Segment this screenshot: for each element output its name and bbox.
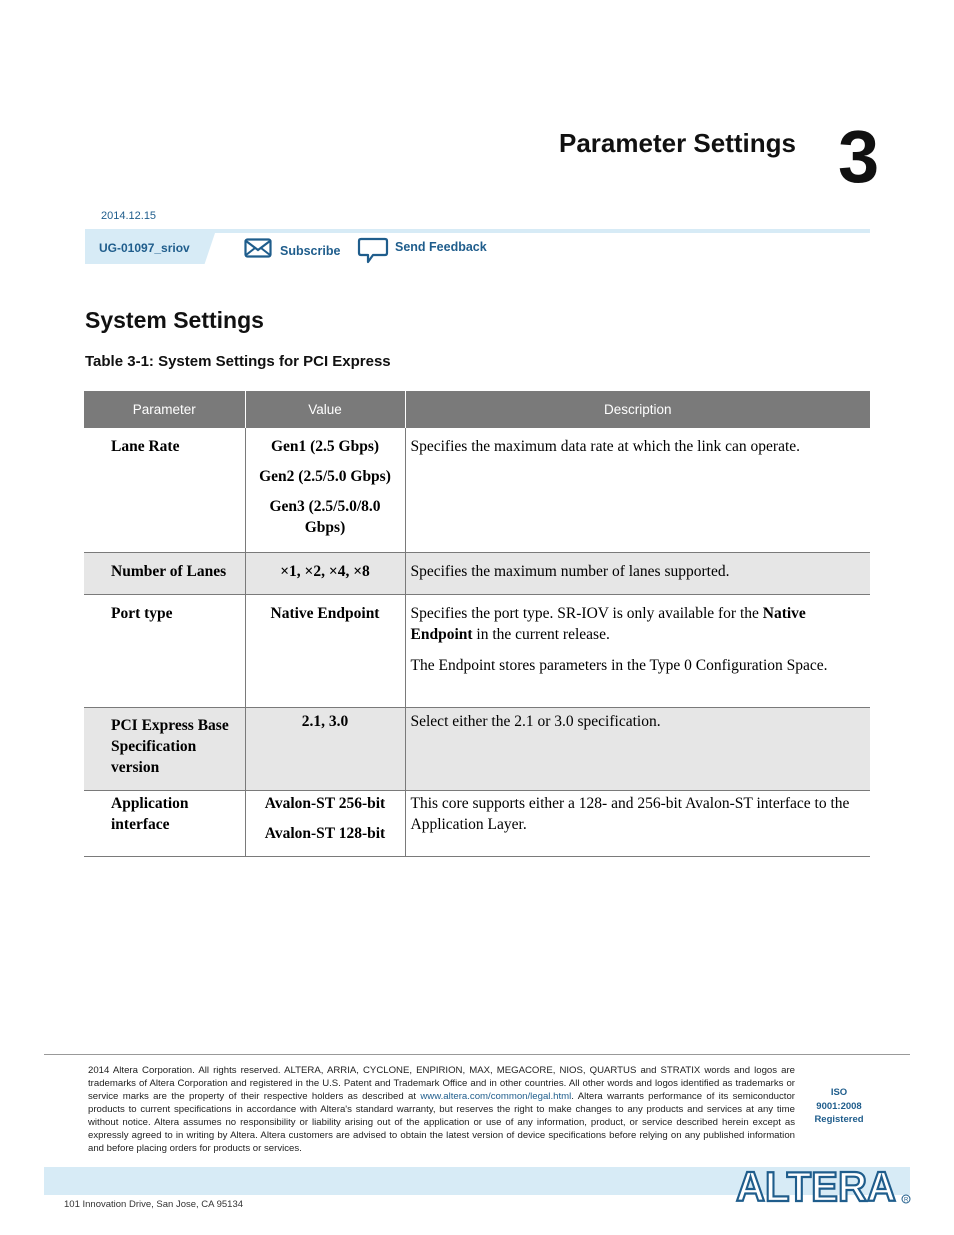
chapter-number: 3 bbox=[838, 115, 880, 198]
value-option: Avalon-ST 128-bit bbox=[264, 824, 386, 842]
legal-text: . Altera warrants performance of its semiconductor products to current specifications in accordance with Altera's standard warranty, but reserves the right to make changes to any products and services at any time without notice. Altera assumes no responsibility or liability arising out of the application or use of any information, product, or service described herein except as expressly agreed to in writing by Altera. Altera customers are advised to obtain the latest version of device specifications before relying on any published information and before placing orders for products or services. bbox=[88, 1091, 795, 1154]
chapter-title: Parameter Settings bbox=[559, 128, 796, 158]
value-cell bbox=[245, 594, 405, 707]
svg-text:R: R bbox=[904, 1197, 909, 1204]
table-header-row bbox=[84, 391, 870, 428]
iso-line: Registered bbox=[814, 1114, 864, 1125]
value-cell bbox=[245, 707, 405, 790]
value-option: 2.1, 3.0 bbox=[301, 712, 349, 730]
description-text bbox=[411, 603, 861, 645]
table-row bbox=[84, 552, 870, 594]
header-value: Value bbox=[245, 391, 405, 428]
description-cell bbox=[405, 552, 870, 594]
description-text: Specifies the maximum number of lanes supported. bbox=[410, 562, 730, 580]
description-cell bbox=[405, 707, 870, 790]
logo-wordmark: ALTERA bbox=[736, 1163, 896, 1206]
description-emphasis: Native Endpoint bbox=[410, 604, 806, 643]
value-option: Gen3 (2.5/5.0/8.0 Gbps) bbox=[269, 498, 381, 536]
table-row bbox=[84, 707, 870, 790]
legal-text: 2014 Altera Corporation. All rights reserved. ALTERA, ARRIA, CYCLONE, ENPIRION, MAX, MEGACORE, NIOS, QUARTUS and STRATIX words and logos are trademarks of Altera Corporation and registered in the U.S. Patent and Trademark Office and in other countries. All other words and logos identified as trademarks or service marks are the property of their respective holders as described at bbox=[88, 1065, 795, 1102]
iso-line: ISO bbox=[830, 1087, 848, 1098]
section-title: System Settings bbox=[85, 307, 264, 333]
header-description: Description bbox=[405, 391, 870, 428]
value-option: Gen2 (2.5/5.0 Gbps) bbox=[259, 468, 391, 485]
subscribe-link[interactable]: Subscribe bbox=[280, 244, 341, 258]
header-parameter: Parameter bbox=[84, 391, 245, 428]
description-text: The Endpoint stores parameters in the Type 0 Configuration Space. bbox=[410, 656, 828, 674]
document-info-bar bbox=[85, 229, 870, 264]
iso-line: 9001:2008 bbox=[816, 1100, 862, 1112]
value-cell bbox=[245, 428, 405, 552]
legal-notice bbox=[88, 1064, 795, 1155]
value-cell bbox=[245, 552, 405, 594]
table-row bbox=[84, 428, 870, 552]
description-text: This core supports either a 128- and 256-bit Avalon-ST interface to the Application Layer. bbox=[410, 794, 850, 833]
envelope-icon[interactable] bbox=[244, 238, 272, 263]
footer-divider bbox=[44, 1054, 910, 1055]
table-caption: Table 3-1: System Settings for PCI Express bbox=[85, 353, 391, 370]
document-id: UG-01097_sriov bbox=[99, 241, 190, 255]
altera-logo bbox=[734, 1162, 914, 1211]
description-cell bbox=[405, 790, 870, 856]
iso-badge bbox=[806, 1086, 872, 1127]
document-date: 2014.12.15 bbox=[101, 210, 157, 222]
description-prefix: Specifies the port type. SR-IOV is only available for the bbox=[410, 604, 763, 622]
description-cell bbox=[405, 428, 870, 552]
value-option: Avalon-ST 256-bit bbox=[264, 794, 386, 812]
value-option: ×1, ×2, ×4, ×8 bbox=[280, 562, 370, 580]
description-text: Specifies the maximum data rate at which the link can operate. bbox=[410, 438, 801, 455]
parameter-cell: PCI Express Base Specification version bbox=[84, 707, 245, 790]
parameter-cell: Port type bbox=[84, 594, 245, 707]
parameter-cell: Lane Rate bbox=[84, 428, 245, 552]
legal-link[interactable]: www.altera.com/common/legal.html bbox=[420, 1091, 572, 1102]
table-row bbox=[84, 790, 870, 856]
value-cell bbox=[245, 790, 405, 856]
parameter-cell: Number of Lanes bbox=[84, 552, 245, 594]
parameter-cell: Application interface bbox=[84, 790, 245, 856]
info-bar-rule bbox=[85, 229, 870, 233]
speech-bubble-icon[interactable] bbox=[357, 237, 389, 270]
description-suffix: in the current release. bbox=[472, 625, 610, 643]
system-settings-table bbox=[84, 391, 870, 857]
value-option: Gen1 (2.5 Gbps) bbox=[270, 438, 380, 455]
description-cell bbox=[405, 594, 870, 707]
table-row bbox=[84, 594, 870, 707]
send-feedback-link[interactable]: Send Feedback bbox=[395, 240, 487, 254]
description-text: Select either the 2.1 or 3.0 specification. bbox=[410, 712, 661, 730]
company-address: 101 Innovation Drive, San Jose, CA 95134 bbox=[64, 1199, 244, 1210]
value-option: Native Endpoint bbox=[270, 604, 380, 622]
